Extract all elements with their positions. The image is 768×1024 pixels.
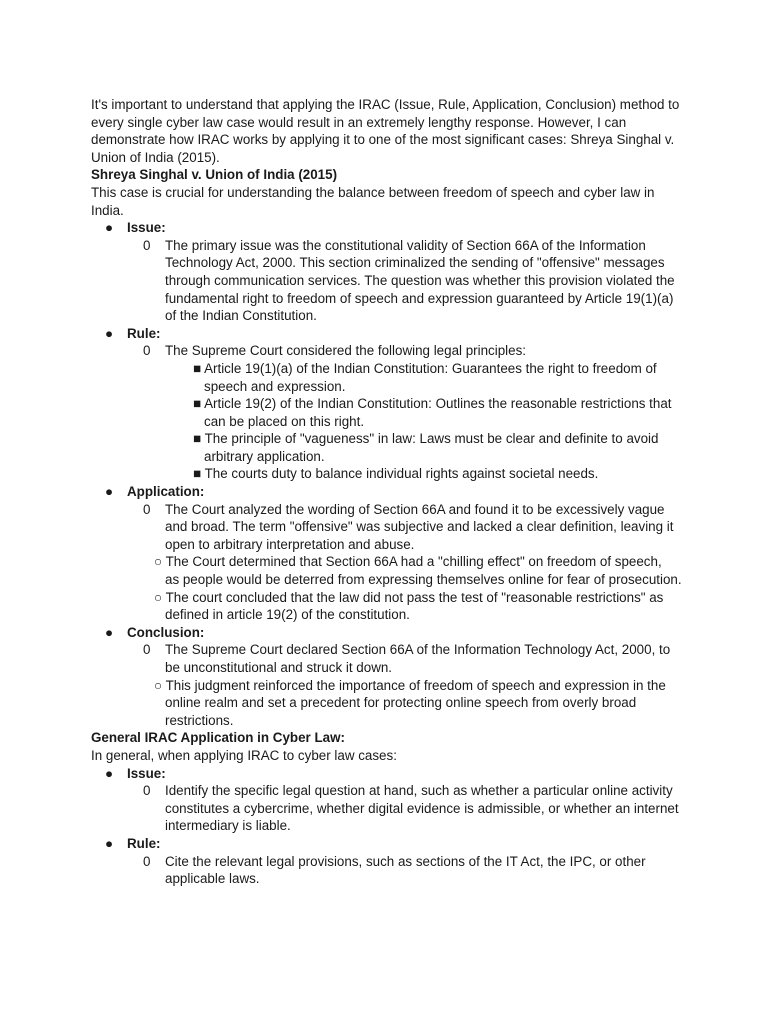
bullet-icon: ● [105,325,114,341]
application-text: The Court analyzed the wording of Section 66A and found it to be excessively vague and broad. The term "offensive" was subjective and lacked a clear definition, leaving it open to arbitrary interpretation and abuse. [165,501,674,552]
rule-item [91,325,685,343]
circle-bullet-icon: ○ [154,589,163,605]
general-issue-text: Identify the specific legal question at hand, such as whether a particular online activity constitutes a cybercrime, whether digital evidence is admissible, or whether an internet intermediary is liable. [165,783,679,834]
general-rule-text: Cite the relevant legal provisions, such as sections of the IT Act, the IPC, or other applicable laws. [165,853,646,887]
rule-subitem-line2: can be placed on this right. [204,413,365,429]
numeral-marker: 0 [143,783,151,799]
circle-bullet-icon: ○ [154,554,163,570]
bullet-icon: ● [105,484,114,500]
issue-item [91,219,685,237]
application-point [91,589,685,624]
rule-subitem-line1: The principle of "vagueness" in law: Laws must be clear and definite to avoid [204,431,659,447]
square-bullet-icon: ■ [193,466,202,482]
intro-paragraph: It's important to understand that applying the IRAC (Issue, Rule, Application, Conclusion) method to every single cyber law case would result in an extremely lengthy response. However, I can demonstrate how IRAC works by applying it to one of the most significant cases: Shreya Singhal v. Union of India (2015). [91,97,680,165]
rule-subitem-line1: The courts duty to balance individual rights against societal needs. [204,466,599,482]
numeral-marker: 0 [143,237,151,253]
bullet-icon: ● [105,835,114,851]
application-label: Application: [127,484,205,500]
rule-text: The Supreme Court considered the following legal principles: [165,343,526,359]
rule-subitem [91,395,685,430]
bullet-icon: ● [105,220,114,236]
application-point-line1: The Court determined that Section 66A had a "chilling effect" on freedom of speech, [165,554,662,570]
numeral-marker: 0 [143,343,151,359]
general-rule-text-item [91,853,685,888]
issue-text-item [91,237,685,325]
conclusion-text-item [91,641,685,676]
general-rule-item [91,835,685,853]
rule-subitem [91,430,685,465]
application-point-line1: The court concluded that the law did not pass the test of "reasonable restrictions" as [165,589,664,605]
general-intro: In general, when applying IRAC to cyber law cases: [91,747,397,763]
application-point-rest: as people would be deterred from expressing themselves online for fear of prosecution. [165,572,682,588]
conclusion-point-line1: This judgment reinforced the importance of freedom of speech and expression in the [165,677,666,693]
square-bullet-icon: ■ [193,360,202,376]
application-item [91,483,685,501]
rule-text-item [91,342,685,360]
conclusion-point [91,677,685,730]
rule-subitem [91,465,685,483]
numeral-marker: 0 [143,642,151,658]
rule-subitem-line2: speech and expression. [204,378,346,394]
conclusion-item [91,624,685,642]
issue-text: The primary issue was the constitutional validity of Section 66A of the Information Technology Act, 2000. This section criminalized the sending of "offensive" messages through communication services. The question was whether this provision violated the fundamental right to freedom of speech and expression guaranteed by Article 19(1)(a) of the Indian Constitution. [165,237,675,324]
bullet-icon: ● [105,624,114,640]
conclusion-point-rest: online realm and set a precedent for protecting online speech from overly broad restrictions. [165,695,637,728]
rule-subitem [91,360,685,395]
rule-subitem-line1: Article 19(1)(a) of the Indian Constitution: Guarantees the right to freedom of [204,360,657,376]
conclusion-label: Conclusion: [127,624,205,640]
application-point-rest: defined in article 19(2) of the constitution. [165,607,410,623]
square-bullet-icon: ■ [193,431,202,447]
general-rule-label: Rule: [127,835,161,851]
circle-bullet-icon: ○ [154,677,163,693]
conclusion-text: The Supreme Court declared Section 66A of the Information Technology Act, 2000, to be unconstitutional and struck it down. [165,642,671,675]
rule-subitem-line1: Article 19(2) of the Indian Constitution: Outlines the reasonable restrictions that [204,396,672,412]
rule-subitem-line2: arbitrary application. [204,448,325,464]
general-issue-label: Issue: [127,765,166,781]
application-point [91,553,685,588]
case-heading: Shreya Singhal v. Union of India (2015) [91,167,338,183]
case-intro: This case is crucial for understanding the balance between freedom of speech and cyber law in India. [91,184,655,218]
general-issue-text-item [91,782,685,835]
general-issue-item [91,765,685,783]
general-heading: General IRAC Application in Cyber Law: [91,730,345,746]
numeral-marker: 0 [143,501,151,517]
bullet-icon: ● [105,765,114,781]
issue-label: Issue: [127,220,166,236]
application-text-item [91,501,685,554]
numeral-marker: 0 [143,853,151,869]
square-bullet-icon: ■ [193,396,202,412]
rule-label: Rule: [127,325,161,341]
